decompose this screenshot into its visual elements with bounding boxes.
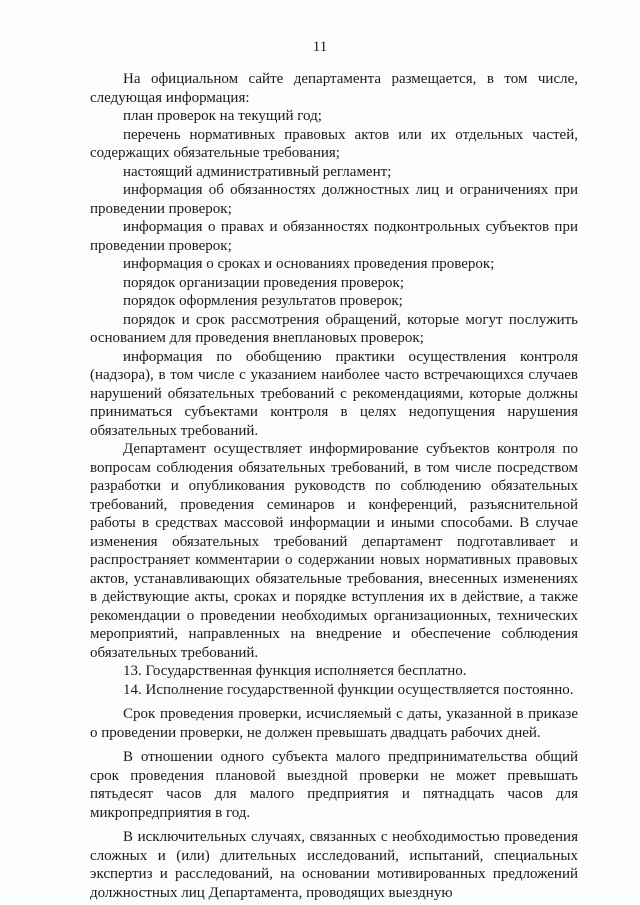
document-body [90, 70, 578, 902]
paragraph: Департамент осуществляет информирование субъектов контроля по вопросам соблюдения обязательных требований, в том числе посредством разработки и опубликования руководств по соблюдению обязательных требований, проведения семинаров и конференций, разъяснительной работы в средствах массовой информации и иными способами. В случае изменения обязательных требований департамент подготавливает и распространяет комментарии о содержании новых нормативных правовых актов, устанавливающих обязательные требования, внесенных изменениях в действующие акты, сроках и порядке вступления их в действие, а также рекомендации о проведении необходимых организационных, технических мероприятий, направленных на внедрение и обеспечение соблюдения обязательных требований. [90, 441, 578, 661]
paragraph: информация по обобщению практики осуществления контроля (надзора), в том числе с указанием наиболее часто встречающихся случаев нарушений обязательных требований с рекомендациями, которые должны приниматься субъектами контроля в целях недопущения нарушения обязательных требований. [90, 348, 578, 439]
paragraph: Срок проведения проверки, исчисляемый с даты, указанной в приказе о проведении проверки, не должен превышать двадцать рабочих дней. [90, 706, 578, 741]
paragraph: порядок организации проведения проверок; [123, 274, 404, 291]
paragraph: 14. Исполнение государственной функции осуществляется постоянно. [123, 681, 574, 698]
paragraph: порядок и срок рассмотрения обращений, которые могут послужить основанием для проведения внеплановых проверок; [90, 311, 578, 346]
paragraph: план проверок на текущий год; [123, 108, 322, 124]
paragraph: перечень нормативных правовых актов или их отдельных частей, содержащих обязательные требования; [90, 126, 578, 161]
paragraph: настоящий административный регламент; [123, 163, 392, 180]
page-number: 11 [312, 39, 328, 55]
paragraph: информация о сроках и основаниях проведения проверок; [123, 256, 495, 272]
paragraph: порядок оформления результатов проверок; [123, 293, 403, 309]
paragraph: На официальном сайте департамента размещается, в том числе, следующая информация: [90, 71, 578, 106]
paragraph: В отношении одного субъекта малого предпринимательства общий срок проведения плановой выездной проверки не может превышать пятьдесят часов для малого предприятия и пятнадцать часов для микропредприятия в год. [90, 749, 578, 821]
paragraph: информация о правах и обязанностях подконтрольных субъектов при проведении проверок; [90, 219, 578, 254]
paragraph: В исключительных случаях, связанных с необходимостью проведения сложных и (или) длительных исследований, испытаний, специальных экспертиз и расследований, на основании мотивированных предложений должностных лиц Департамента, проводящих выездную [90, 829, 578, 901]
paragraph: 13. Государственная функция исполняется бесплатно. [123, 663, 467, 679]
paragraph: информация об обязанностях должностных лиц и ограничениях при проведении проверок; [90, 182, 578, 217]
